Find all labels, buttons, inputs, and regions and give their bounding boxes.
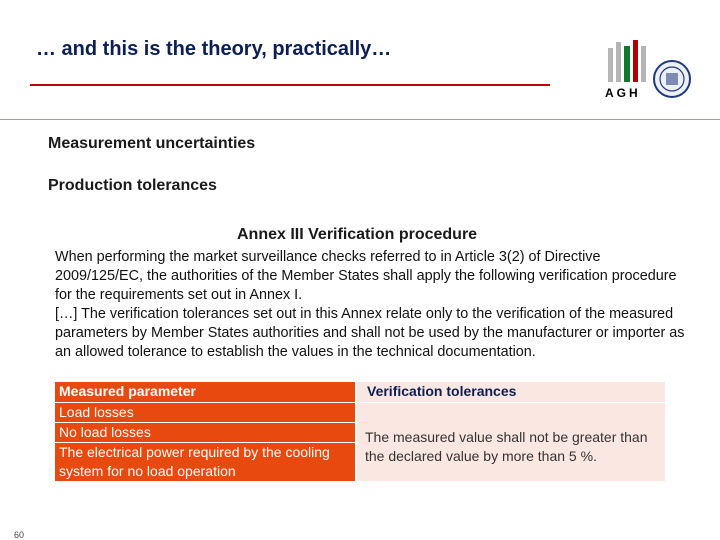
annex-title: Annex III Verification procedure: [237, 226, 478, 243]
tolerance-table: [55, 382, 665, 482]
header-divider: [0, 119, 720, 120]
university-seal-icon: [652, 59, 692, 99]
bullet-measurement-uncertainties: Measurement uncertainties: [48, 135, 256, 152]
table-row: [55, 403, 665, 423]
header-verification-tolerances: Verification tolerances: [356, 382, 665, 403]
agh-logo-text: AGH: [605, 86, 641, 100]
bullet-production-tolerances: Production tolerances: [48, 177, 217, 194]
param-no-load-losses: No load losses: [55, 423, 356, 443]
slide-title: … and this is the theory, practically…: [36, 38, 392, 60]
param-cooling-power: The electrical power required by the cooling system for no load operation: [55, 443, 356, 482]
header-measured-parameter: Measured parameter: [55, 382, 356, 403]
page-number: 60: [14, 530, 25, 540]
param-load-losses: Load losses: [55, 403, 356, 423]
tolerance-value: The measured value shall not be greater than the declared value by more than 5 %.: [356, 403, 665, 482]
table-header-row: [55, 382, 665, 403]
annex-body-text: When performing the market surveillance checks referred to in Article 3(2) of Directive 2009/125/EC, the authorities of the Member States shall apply the following verification procedure for the requirements set out in Annex I. […] The verification tolerances set out in this Annex relate only to the verification of the measured parameters by Member States authorities and shall not be used by the manufacturer or importer as an allowed tolerance to establish the values in the technical documentation.: [55, 249, 685, 360]
title-underline: [30, 84, 550, 86]
